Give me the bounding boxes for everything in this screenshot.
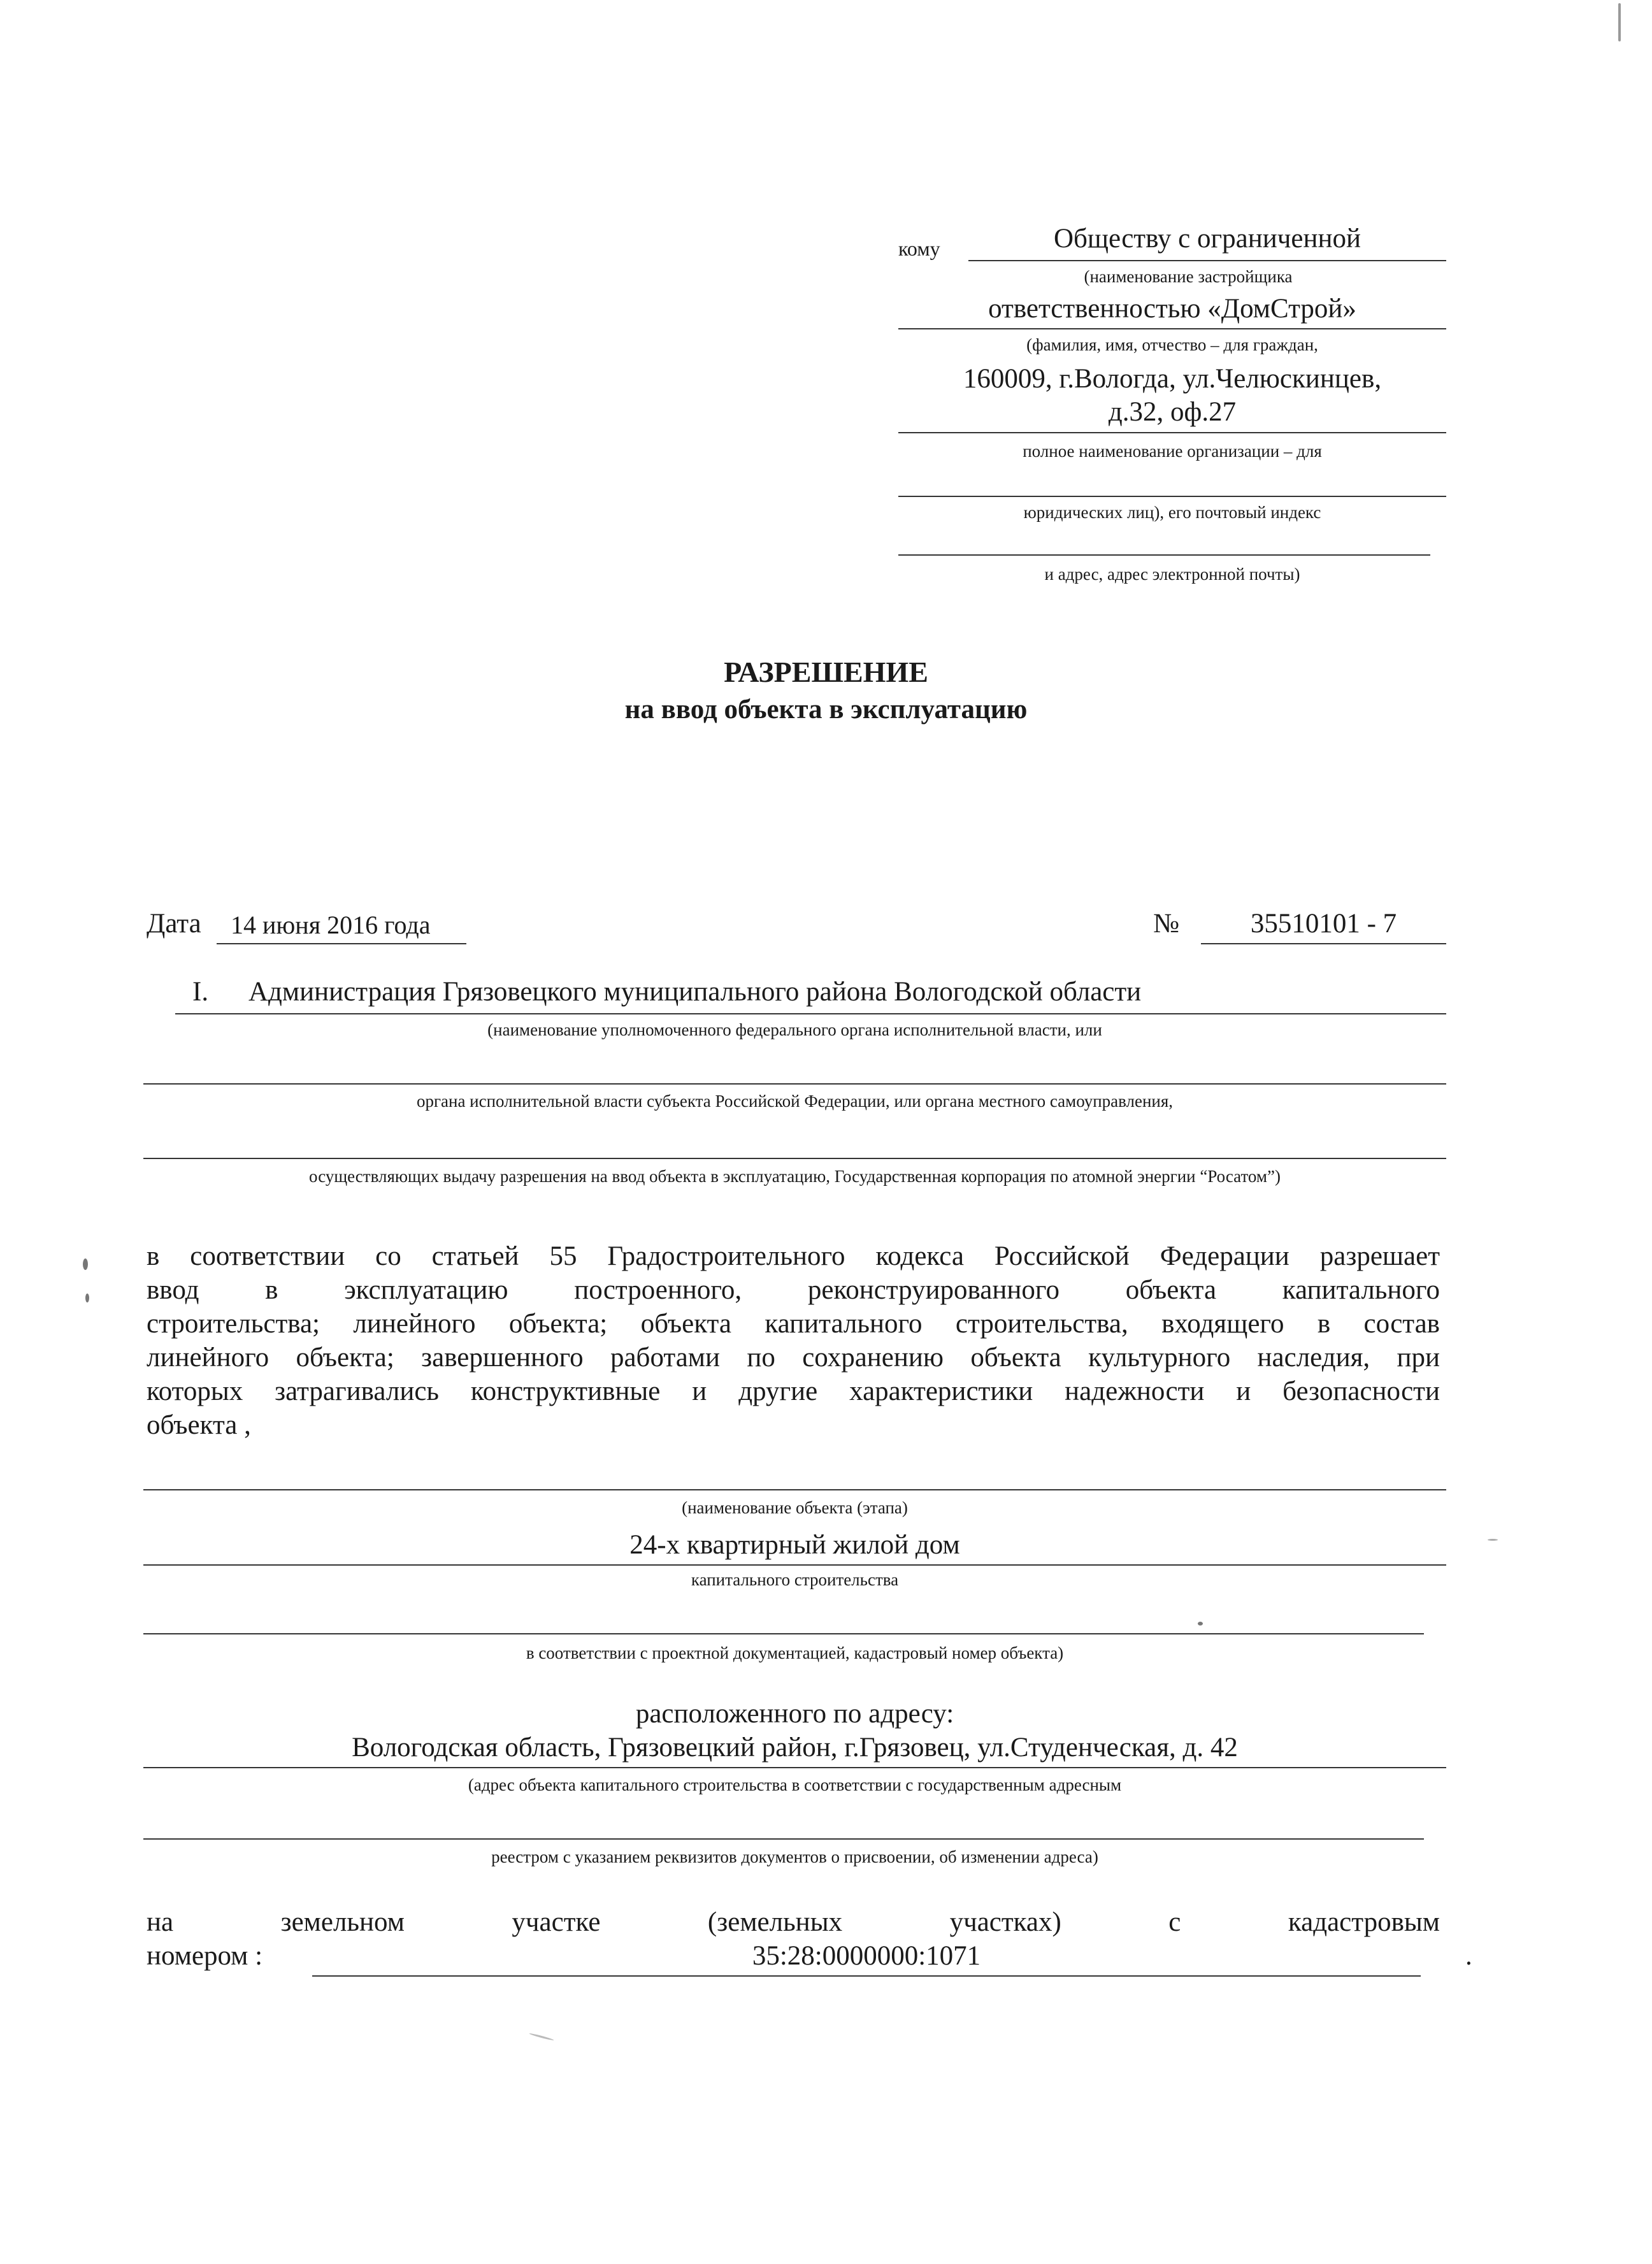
- rule: [143, 1767, 1446, 1768]
- rule: [898, 496, 1446, 497]
- recipient-caption-2: (фамилия, имя, отчество – для граждан,: [1026, 335, 1318, 354]
- rule: [143, 1564, 1446, 1566]
- cadastral-label: номером :: [147, 1941, 263, 1971]
- scan-speck: [1488, 1539, 1498, 1541]
- rule: [1201, 943, 1446, 944]
- body-line-6: объекта ,: [147, 1410, 251, 1440]
- body-line-1: в соответствии со статьей 55 Градостроительного кодекса Российской Федерации разрешает: [147, 1241, 1440, 1271]
- object-caption-1: (наименование объекта (этапа): [682, 1498, 908, 1517]
- recipient-caption-1: (наименование застройщика: [1084, 267, 1293, 286]
- recipient-line-2: ответственностью «ДомСтрой»: [988, 294, 1356, 324]
- body-line-4: линейного объекта; завершенного работами по сохранению объекта культурного наследия, при: [147, 1343, 1440, 1373]
- rule: [898, 554, 1430, 556]
- authority-caption-1: (наименование уполномоченного федерального органа исполнительной власти, или: [487, 1020, 1102, 1039]
- recipient-line-1: Обществу с ограниченной: [1054, 224, 1361, 254]
- authority-caption-3: осуществляющих выдачу разрешения на ввод объекта в эксплуатацию, Государственная корпорация по атомной энергии “Росатом”): [309, 1167, 1281, 1186]
- cadastral-number: 35:28:0000000:1071: [752, 1941, 981, 1971]
- cadastral-end-mark: .: [1465, 1941, 1472, 1971]
- permit-number: 35510101 - 7: [1250, 909, 1397, 939]
- body-line-2: ввод в эксплуатацию построенного, реконструированного объекта капитального: [147, 1275, 1440, 1305]
- scan-speck: [85, 1294, 89, 1302]
- recipient-caption-5: и адрес, адрес электронной почты): [1044, 565, 1300, 584]
- rule: [217, 943, 466, 944]
- recipient-caption-4: юридических лиц), его почтовый индекс: [1023, 503, 1321, 522]
- rule: [175, 1013, 1446, 1014]
- date-label: Дата: [147, 909, 201, 939]
- recipient-line-3b: д.32, оф.27: [1108, 397, 1237, 427]
- address-intro: расположенного по адресу:: [635, 1699, 954, 1729]
- body-line-3: строительства; линейного объекта; объекта капитального строительства, входящего в состав: [147, 1309, 1440, 1339]
- rule: [143, 1838, 1424, 1840]
- document-subtitle: на ввод объекта в эксплуатацию: [624, 695, 1028, 725]
- scan-speck: [1618, 3, 1621, 41]
- rule: [143, 1633, 1424, 1634]
- rule: [312, 1975, 1421, 1977]
- issuing-authority: Администрация Грязовецкого муниципального района Вологодской области: [248, 977, 1142, 1007]
- section-numeral: I.: [192, 977, 209, 1007]
- authority-caption-2: органа исполнительной власти субъекта Российской Федерации, или органа местного самоуправления,: [416, 1092, 1174, 1111]
- object-caption-2: капитального строительства: [691, 1570, 899, 1589]
- object-caption-3: в соответствии с проектной документацией, кадастровый номер объекта): [526, 1643, 1064, 1662]
- rule: [143, 1083, 1446, 1085]
- address-caption-2: реестром с указанием реквизитов документов о присвоении, об изменении адреса): [491, 1847, 1098, 1866]
- scan-speck: [83, 1258, 88, 1270]
- date-value: 14 июня 2016 года: [231, 911, 431, 939]
- rule: [143, 1489, 1446, 1490]
- object-name: 24-х квартирный жилой дом: [629, 1530, 960, 1560]
- recipient-line-3a: 160009, г.Вологда, ул.Челюскинцев,: [963, 364, 1382, 394]
- scan-speck: [1198, 1622, 1203, 1626]
- land-line-1: на земельном участке (земельных участках) с кадастровым: [147, 1907, 1440, 1937]
- address-caption-1: (адрес объекта капитального строительства в соответствии с государственным адресным: [468, 1775, 1122, 1794]
- object-address: Вологодская область, Грязовецкий район, г.Грязовец, ул.Студенческая, д. 42: [352, 1733, 1238, 1763]
- rule: [143, 1158, 1446, 1159]
- number-label: №: [1153, 909, 1180, 939]
- recipient-caption-3: полное наименование организации – для: [1023, 442, 1322, 461]
- to-label: кому: [898, 237, 940, 260]
- body-line-5: которых затрагивались конструктивные и другие характеристики надежности и безопасности: [147, 1376, 1440, 1406]
- rule: [898, 328, 1446, 329]
- rule: [968, 260, 1446, 261]
- rule: [898, 432, 1446, 433]
- document-title: РАЗРЕШЕНИЕ: [724, 656, 928, 688]
- scan-speck: [529, 2033, 554, 2041]
